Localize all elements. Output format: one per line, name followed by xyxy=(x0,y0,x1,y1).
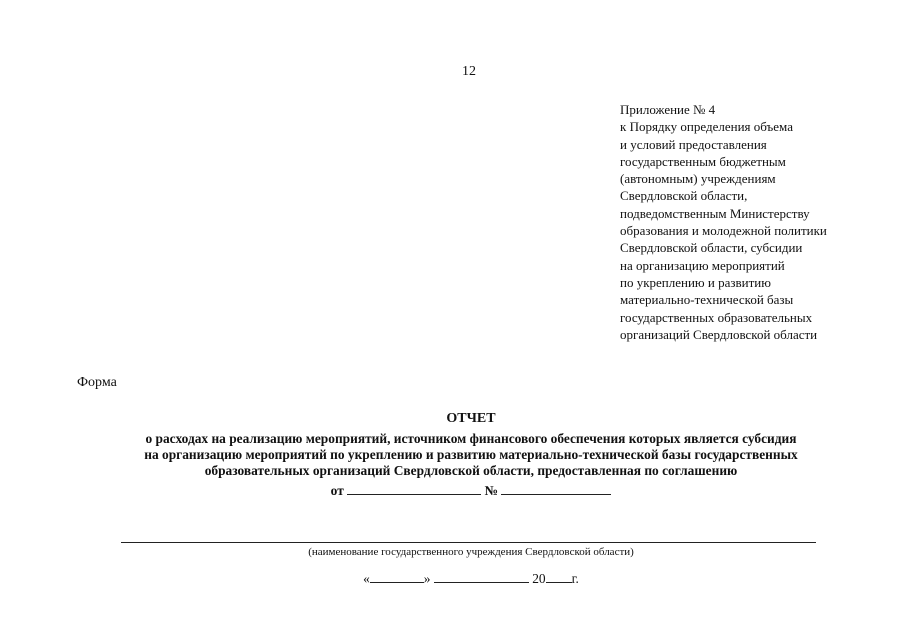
institution-name-blank[interactable] xyxy=(121,542,816,543)
date-line xyxy=(0,570,905,587)
report-subtitle-line: на организацию мероприятий по укреплению и развитию материально-технической базы государственных xyxy=(144,447,798,462)
appendix-line: на организацию мероприятий xyxy=(620,257,785,273)
appendix-line: государственным бюджетным xyxy=(620,153,786,169)
date-close-quote: » xyxy=(423,571,431,586)
agreement-line xyxy=(0,482,905,499)
page-number: 12 xyxy=(462,64,476,79)
appendix-line: Свердловской области, xyxy=(620,188,748,204)
agreement-date-blank[interactable] xyxy=(347,482,481,495)
appendix-line: материально-технической базы xyxy=(620,292,794,308)
month-blank[interactable] xyxy=(434,570,529,583)
agreement-number-label: № xyxy=(484,483,498,498)
appendix-line: подведомственным Министерству xyxy=(620,205,810,221)
appendix-line: по укреплению и развитию xyxy=(620,274,771,290)
appendix-line: к Порядку определения объема xyxy=(620,119,793,135)
report-title: ОТЧЕТ xyxy=(446,411,496,426)
appendix-line: организаций Свердловской области xyxy=(620,326,818,342)
appendix-line: Приложение № 4 xyxy=(620,102,716,117)
agreement-from-label: от xyxy=(330,483,344,498)
form-label: Форма xyxy=(77,375,117,390)
report-subtitle xyxy=(0,431,905,479)
day-blank[interactable] xyxy=(370,570,424,583)
appendix-line: и условий предоставления xyxy=(620,136,767,152)
institution-caption: (наименование государственного учреждения Свердловской области) xyxy=(308,546,634,558)
appendix-line: (автономным) учреждениям xyxy=(620,171,776,187)
year-suffix: г. xyxy=(571,571,579,586)
date-open-quote: « xyxy=(363,571,370,586)
appendix-line: образования и молодежной политики xyxy=(620,223,827,239)
appendix-header xyxy=(620,101,890,343)
report-subtitle-line: о расходах на реализацию мероприятий, источником финансового обеспечения которых является субсидия xyxy=(145,431,797,446)
report-subtitle-line: образовательных организаций Свердловской области, предоставленная по соглашению xyxy=(204,463,738,478)
year-prefix: 20 xyxy=(532,571,546,586)
agreement-number-blank[interactable] xyxy=(501,482,611,495)
appendix-line: Свердловской области, субсидии xyxy=(620,240,803,256)
year-blank[interactable] xyxy=(546,570,572,583)
appendix-line: государственных образовательных xyxy=(620,309,813,325)
